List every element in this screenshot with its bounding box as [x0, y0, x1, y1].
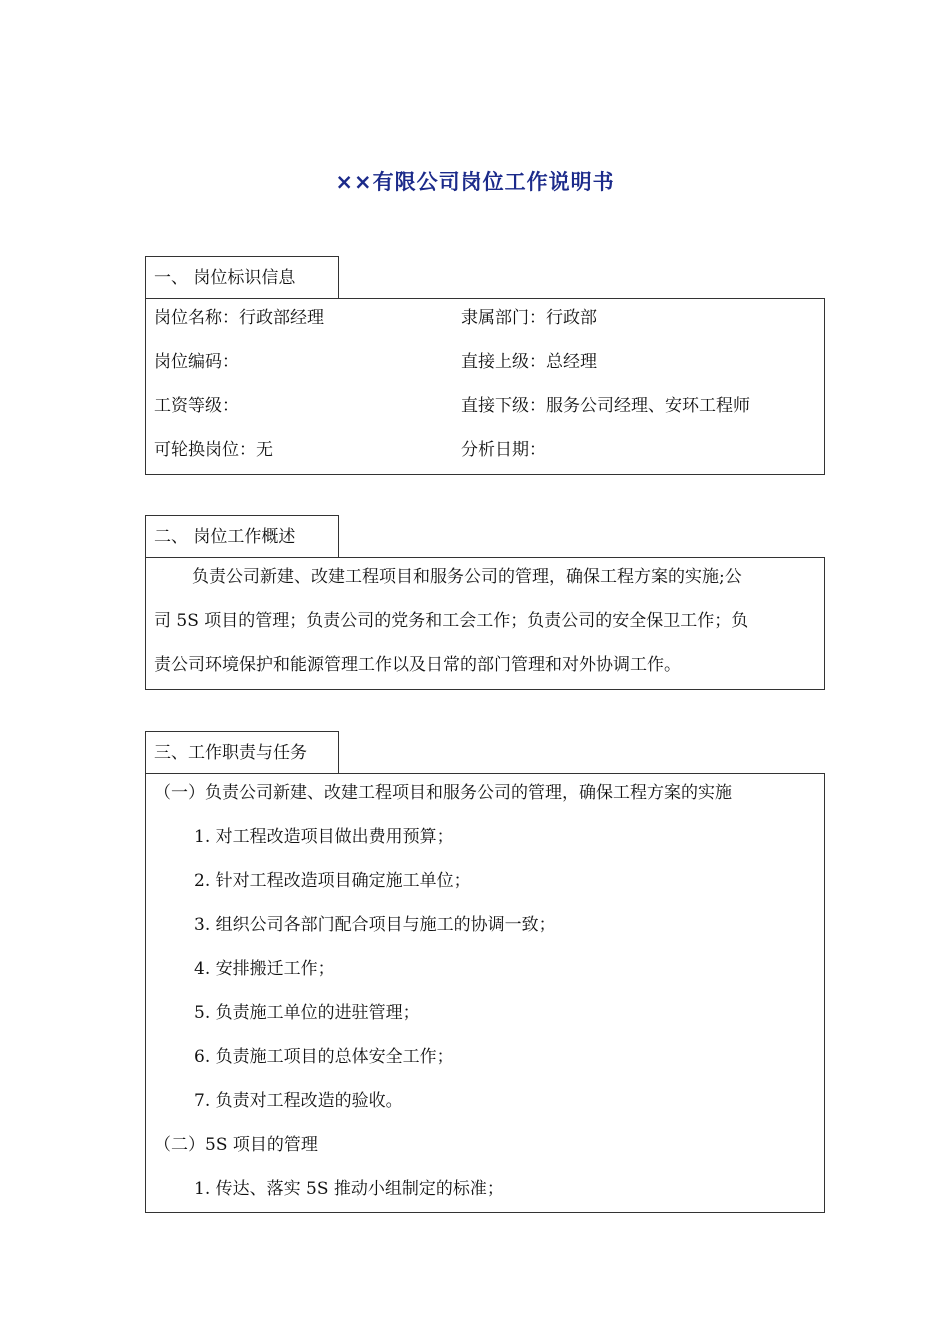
- duty-item: 5. 负责施工单位的进驻管理；: [194, 1003, 420, 1023]
- field-position-name: 岗位名称：行政部经理: [154, 308, 324, 328]
- field-direct-superior: 直接上级：总经理: [461, 352, 597, 372]
- duty-item: 3. 组织公司各部门配合项目与施工的协调一致；: [194, 915, 556, 935]
- field-direct-subordinates: 直接下级：服务公司经理、安环工程师: [461, 396, 750, 416]
- duty-item: 1. 对工程改造项目做出费用预算；: [194, 827, 454, 847]
- duty-item: 1. 传达、落实 5S 推动小组制定的标准；: [194, 1179, 504, 1199]
- field-salary-grade: 工资等级：: [154, 396, 239, 416]
- duty-item: 6. 负责施工项目的总体安全工作；: [194, 1047, 454, 1067]
- section-1-heading: 一、 岗位标识信息: [145, 256, 339, 298]
- duty-item: 4. 安排搬迁工作；: [194, 959, 335, 979]
- duty-item: 7. 负责对工程改造的验收。: [194, 1091, 403, 1111]
- summary-line-2: 司 5S 项目的管理；负责公司的党务和工会工作；负责公司的安全保卫工作；负: [154, 611, 749, 631]
- field-department: 隶属部门：行政部: [461, 308, 597, 328]
- field-rotation-position: 可轮换岗位：无: [154, 440, 273, 460]
- duty-item: 2. 针对工程改造项目确定施工单位；: [194, 871, 471, 891]
- summary-line-1: 负责公司新建、改建工程项目和服务公司的管理，确保工程方案的实施;公: [192, 567, 742, 587]
- section-2-box: [145, 557, 825, 690]
- duty-group-2-title: （二）5S 项目的管理: [154, 1135, 318, 1155]
- section-1-box: [145, 298, 825, 475]
- summary-line-3: 责公司环境保护和能源管理工作以及日常的部门管理和对外协调工作。: [154, 655, 681, 675]
- section-2-heading: 二、 岗位工作概述: [145, 515, 339, 557]
- field-analysis-date: 分析日期：: [461, 440, 546, 460]
- section-3-box: [145, 773, 825, 1213]
- duty-group-1-title: （一）负责公司新建、改建工程项目和服务公司的管理，确保工程方案的实施: [154, 783, 732, 803]
- document-title: ××有限公司岗位工作说明书: [335, 170, 615, 194]
- field-position-code: 岗位编码：: [154, 352, 239, 372]
- section-3-heading: 三、工作职责与任务: [145, 731, 339, 773]
